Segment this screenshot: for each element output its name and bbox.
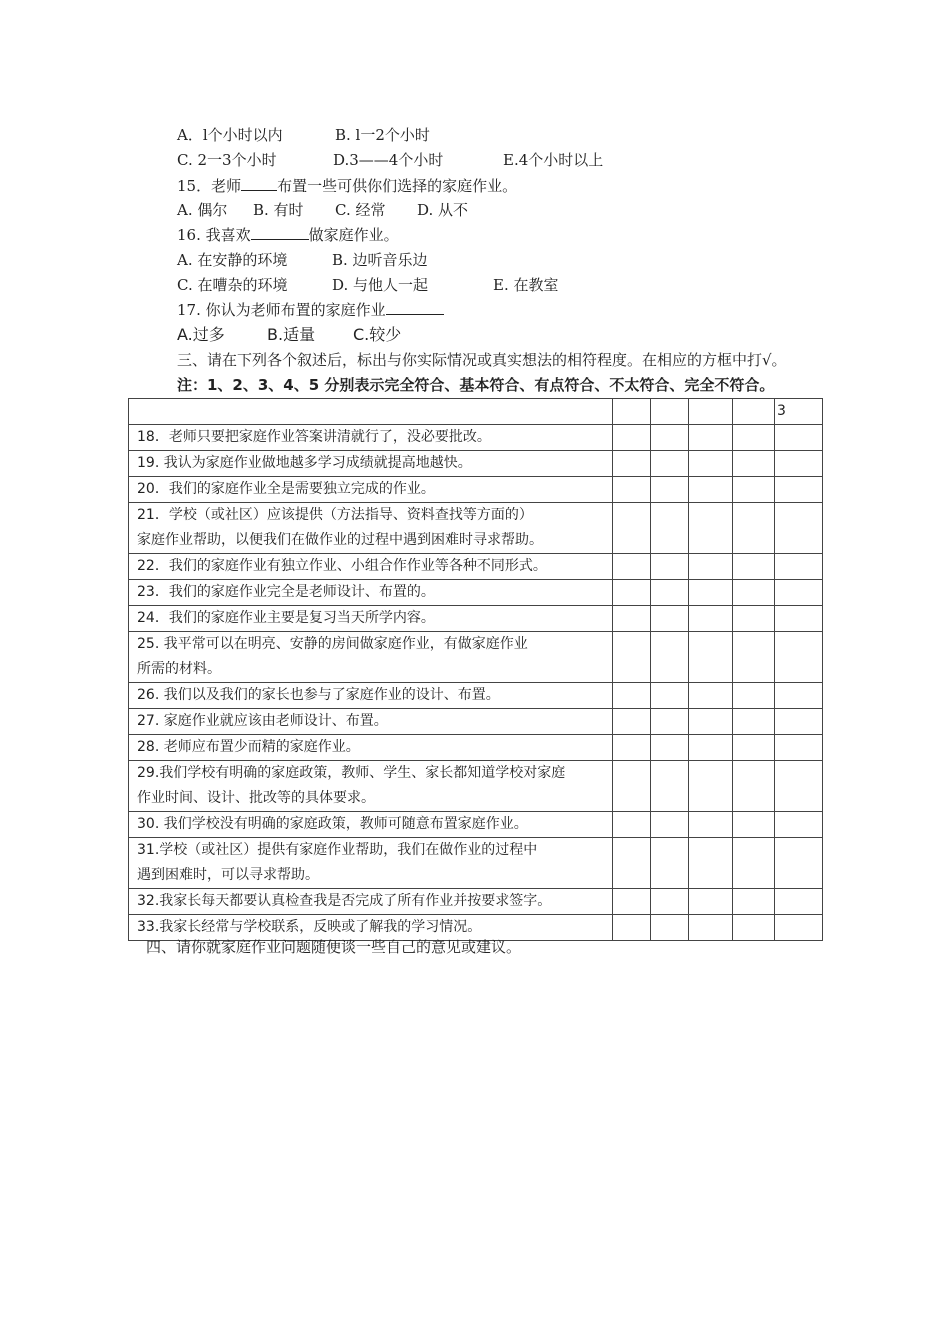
rating-box-4[interactable]: [733, 889, 775, 915]
q14-option-e: E.4个小时以上: [503, 151, 604, 169]
rating-box-4[interactable]: [733, 632, 775, 683]
table-row: [129, 761, 823, 812]
rating-box-2[interactable]: [651, 915, 689, 941]
table-row: [129, 709, 823, 735]
rating-box-4[interactable]: [733, 838, 775, 889]
rating-box-4[interactable]: [733, 709, 775, 735]
statement-text: 27. 家庭作业就应该由老师设计、布置。: [137, 713, 388, 729]
statement-cell: [129, 477, 613, 503]
statement-text: 20．我们的家庭作业全是需要独立完成的作业。: [137, 481, 435, 497]
q15-option-a: A. 偶尔: [177, 201, 228, 219]
rating-box-5[interactable]: [775, 812, 823, 838]
header-cell-4: [733, 399, 775, 425]
q16-blank: [251, 224, 309, 240]
table-row: [129, 554, 823, 580]
survey-table: [128, 398, 823, 941]
table-row: [129, 451, 823, 477]
statement-cell: [129, 554, 613, 580]
table-row: [129, 580, 823, 606]
q15-option-d: D. 从不: [417, 201, 469, 219]
q16-option-a: A. 在安静的环境: [177, 251, 288, 269]
rating-box-3[interactable]: [689, 838, 733, 889]
rating-box-4[interactable]: [733, 683, 775, 709]
rating-box-1[interactable]: [613, 632, 651, 683]
rating-box-1[interactable]: [613, 477, 651, 503]
header-cell-3: [689, 399, 733, 425]
header-cell-5: 3: [775, 399, 823, 425]
statement-cell: [129, 451, 613, 477]
statement-text: 25. 我平常可以在明亮、安静的房间做家庭作业，有做家庭作业: [137, 636, 528, 652]
rating-box-4[interactable]: [733, 735, 775, 761]
rating-box-5[interactable]: [775, 915, 823, 941]
statement-cell: [129, 632, 613, 683]
statement-text-line2: 所需的材料。: [137, 661, 221, 677]
rating-box-3[interactable]: [689, 812, 733, 838]
rating-box-2[interactable]: [651, 554, 689, 580]
rating-box-4[interactable]: [733, 503, 775, 554]
q14-option-d: D.3——4个小时: [333, 151, 444, 169]
rating-box-2[interactable]: [651, 761, 689, 812]
q16-option-b: B. 边听音乐边: [332, 251, 428, 269]
rating-box-5[interactable]: [775, 632, 823, 683]
q17-prefix: 17. 你认为老师布置的家庭作业: [177, 301, 386, 319]
rating-box-2[interactable]: [651, 451, 689, 477]
table-row: [129, 632, 823, 683]
rating-box-5[interactable]: [775, 606, 823, 632]
rating-box-5[interactable]: [775, 735, 823, 761]
statement-cell: [129, 580, 613, 606]
rating-box-5[interactable]: [775, 683, 823, 709]
rating-box-1[interactable]: [613, 889, 651, 915]
rating-box-3[interactable]: [689, 889, 733, 915]
rating-box-2[interactable]: [651, 606, 689, 632]
table-header-row: [129, 399, 823, 425]
q17-option-a: A.过多: [177, 325, 225, 344]
statement-cell: [129, 915, 613, 941]
rating-box-4[interactable]: [733, 606, 775, 632]
rating-box-5[interactable]: [775, 709, 823, 735]
statement-text: 22．我们的家庭作业有独立作业、小组合作作业等各种不同形式。: [137, 558, 547, 574]
rating-box-5[interactable]: [775, 425, 823, 451]
rating-box-1[interactable]: [613, 554, 651, 580]
q15-option-c: C. 经常: [335, 201, 386, 219]
statement-text: 33.我家长经常与学校联系，反映或了解我的学习情况。: [137, 919, 482, 935]
rating-box-1[interactable]: [613, 838, 651, 889]
table-row: [129, 838, 823, 889]
q15-prefix: 15．老师: [177, 177, 242, 195]
rating-box-4[interactable]: [733, 477, 775, 503]
rating-box-2[interactable]: [651, 632, 689, 683]
rating-box-3[interactable]: [689, 580, 733, 606]
statement-text-part: 32.我家长每天都要认真: [137, 893, 286, 909]
q16-question: [177, 224, 399, 246]
table-row: [129, 889, 823, 915]
statement-text-line2: 家庭作业帮助，以便我们在做作业的过程中遇到困难时寻求帮助。: [137, 532, 543, 548]
rating-box-3[interactable]: [689, 915, 733, 941]
q16-suffix: 做家庭作业。: [308, 226, 399, 244]
q17-question: [177, 299, 444, 321]
rating-box-1[interactable]: [613, 683, 651, 709]
rating-box-5[interactable]: [775, 477, 823, 503]
rating-box-5[interactable]: [775, 761, 823, 812]
table-row: [129, 812, 823, 838]
q16-option-c: C. 在嘈杂的环境: [177, 276, 288, 294]
rating-box-1[interactable]: [613, 503, 651, 554]
rating-box-4[interactable]: [733, 451, 775, 477]
statement-text-line2: 遇到困难时，可以寻求帮助。: [137, 867, 319, 883]
rating-box-5[interactable]: [775, 889, 823, 915]
statement-cell: [129, 761, 613, 812]
statement-text: 31.学校（或社区）提供有家庭作业帮助，我们在做作业的过程中: [137, 842, 538, 858]
section3-note: 注：1、2、3、4、5 分别表示完全符合、基本符合、有点符合、不太符合、完全不符合。: [177, 376, 775, 394]
rating-box-3[interactable]: [689, 554, 733, 580]
rating-box-3[interactable]: [689, 683, 733, 709]
statement-text: 29.我们学校有明确的家庭政策，教师、学生、家长都知道学校对家庭: [137, 765, 566, 781]
q16-prefix: 16. 我喜欢: [177, 226, 251, 244]
rating-box-4[interactable]: [733, 425, 775, 451]
rating-box-5[interactable]: [775, 580, 823, 606]
rating-box-3[interactable]: [689, 451, 733, 477]
q17-option-c: C.较少: [353, 325, 402, 344]
q14-option-b: B. l一2个小时: [335, 126, 430, 144]
statement-text-line2: 作业时间、设计、批改等的具体要求。: [137, 790, 375, 806]
q14-option-a: A．l个小时以内: [177, 126, 283, 144]
header-cell-1: [613, 399, 651, 425]
table-row: [129, 425, 823, 451]
table-row: [129, 477, 823, 503]
rating-box-3[interactable]: [689, 477, 733, 503]
rating-box-1[interactable]: [613, 451, 651, 477]
statement-cell: [129, 838, 613, 889]
q17-option-b: B.适量: [267, 325, 316, 344]
rating-box-2[interactable]: [651, 477, 689, 503]
rating-box-1[interactable]: [613, 709, 651, 735]
statement-text: 23．我们的家庭作业完全是老师设计、布置的。: [137, 584, 435, 600]
statement-cell: [129, 889, 613, 915]
statement-cell: [129, 503, 613, 554]
statement-text: 24．我们的家庭作业主要是复习当天所学内容。: [137, 610, 435, 626]
statement-cell: [129, 812, 613, 838]
statement-cell: [129, 709, 613, 735]
header-cell-2: [651, 399, 689, 425]
rating-box-2[interactable]: [651, 735, 689, 761]
table-row: [129, 606, 823, 632]
rating-box-5[interactable]: [775, 554, 823, 580]
rating-box-3[interactable]: [689, 735, 733, 761]
statement-text: 28. 老师应布置少而精的家庭作业。: [137, 739, 360, 755]
rating-box-2[interactable]: [651, 889, 689, 915]
statement-text: 21．学校（或社区）应该提供（方法指导、资料查找等方面的）: [137, 507, 533, 523]
section3-heading: 三、请在下列各个叙述后，标出与你实际情况或真实想法的相符程度。在相应的方框中打√。: [177, 351, 787, 369]
table-row: [129, 915, 823, 941]
rating-box-2[interactable]: [651, 709, 689, 735]
q15-blank: [241, 175, 277, 191]
rating-box-5[interactable]: [775, 451, 823, 477]
statement-text: [137, 889, 612, 914]
table-row: [129, 683, 823, 709]
rating-box-4[interactable]: [733, 812, 775, 838]
rating-box-2[interactable]: [651, 838, 689, 889]
statement-cell: [129, 735, 613, 761]
statement-text: 19. 我认为家庭作业做地越多学习成绩就提高地越快。: [137, 455, 472, 471]
q17-blank: [386, 299, 444, 315]
statement-text: 30. 我们学校没有明确的家庭政策，教师可随意布置家庭作业。: [137, 816, 528, 832]
rating-box-3[interactable]: [689, 606, 733, 632]
rating-box-4[interactable]: [733, 554, 775, 580]
table-row: [129, 503, 823, 554]
q15-suffix: 布置一些可供你们选择的家庭作业。: [277, 177, 518, 195]
rating-box-4[interactable]: [733, 915, 775, 941]
rating-box-1[interactable]: [613, 812, 651, 838]
rating-box-3[interactable]: [689, 761, 733, 812]
header-cell-statement: [129, 399, 613, 425]
rating-box-4[interactable]: [733, 761, 775, 812]
table-row: [129, 735, 823, 761]
rating-box-1[interactable]: [613, 425, 651, 451]
statement-text: 18．老师只要把家庭作业答案讲清就行了，没必要批改。: [137, 429, 491, 445]
statement-text: 26. 我们以及我们的家长也参与了家庭作业的设计、布置。: [137, 687, 500, 703]
rating-box-5[interactable]: [775, 838, 823, 889]
q15-option-b: B. 有时: [253, 201, 304, 219]
rating-box-1[interactable]: [613, 580, 651, 606]
rating-box-2[interactable]: [651, 580, 689, 606]
q15-question: [177, 175, 517, 197]
statement-text-part: 检查我是否完成了所有作业并按要求签字。: [285, 893, 552, 909]
statement-cell: [129, 683, 613, 709]
rating-box-2[interactable]: [651, 425, 689, 451]
rating-box-1[interactable]: [613, 915, 651, 941]
rating-box-1[interactable]: [613, 735, 651, 761]
rating-box-3[interactable]: [689, 632, 733, 683]
section4-heading: 四、请你就家庭作业问题随便谈一些自己的意见或建议。: [146, 938, 522, 956]
q16-option-d: D. 与他人一起: [332, 276, 429, 294]
rating-box-2[interactable]: [651, 503, 689, 554]
rating-box-5[interactable]: [775, 503, 823, 554]
q14-option-c: C. 2一3个小时: [177, 151, 277, 169]
rating-box-1[interactable]: [613, 606, 651, 632]
rating-box-4[interactable]: [733, 580, 775, 606]
rating-box-1[interactable]: [613, 761, 651, 812]
rating-box-2[interactable]: [651, 683, 689, 709]
rating-box-2[interactable]: [651, 812, 689, 838]
q16-option-e: E. 在教室: [493, 276, 559, 294]
rating-box-3[interactable]: [689, 503, 733, 554]
statement-cell: [129, 606, 613, 632]
rating-box-3[interactable]: [689, 425, 733, 451]
statement-cell: [129, 425, 613, 451]
rating-box-3[interactable]: [689, 709, 733, 735]
